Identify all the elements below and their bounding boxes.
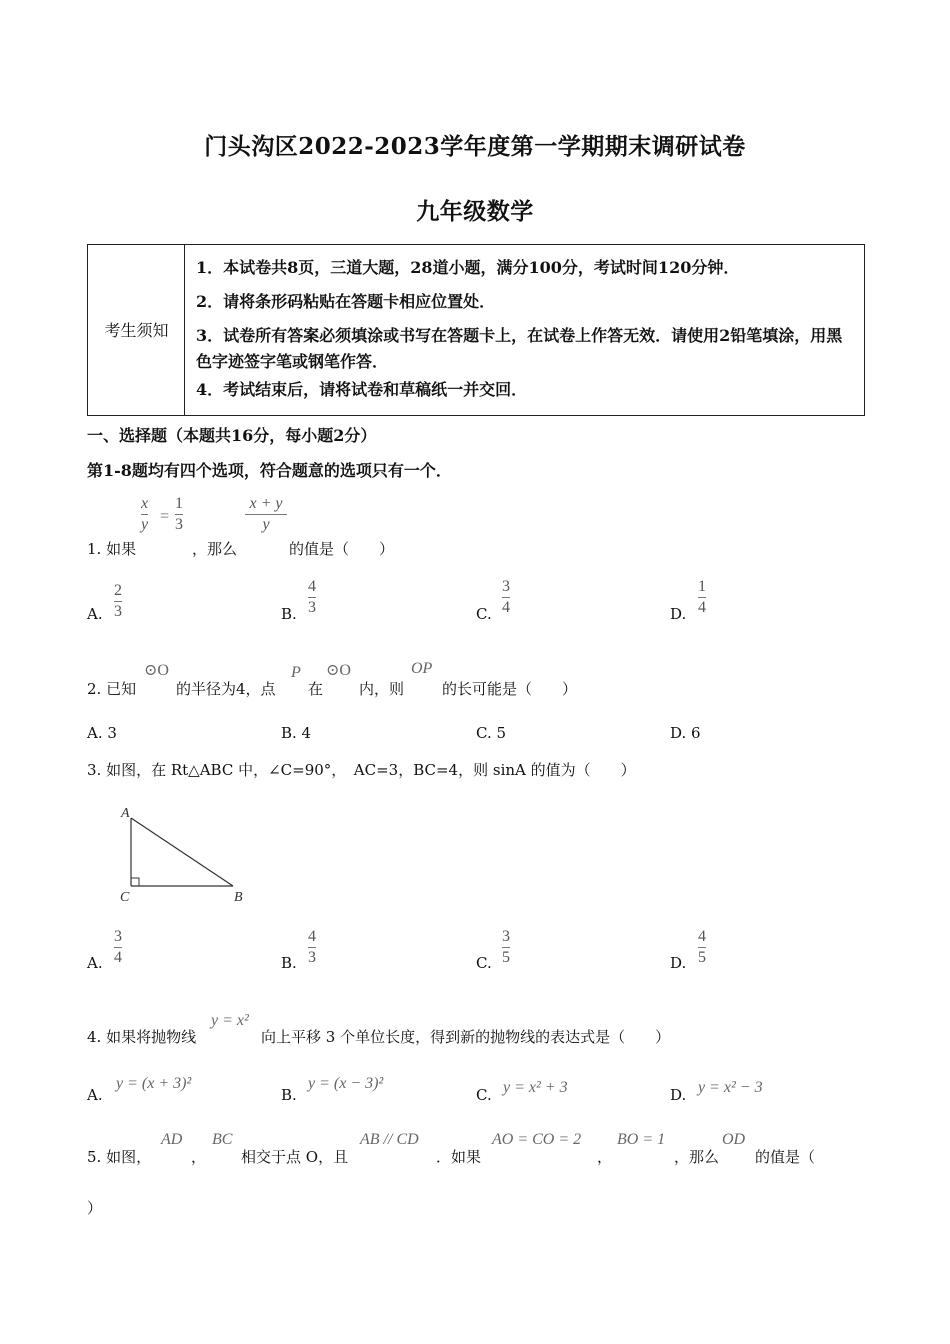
q5-math-bo: BO = 1: [617, 1131, 666, 1148]
q5-text-2: ，: [191, 1148, 207, 1166]
q1-option-a-den: 3: [114, 603, 122, 620]
q3-option-c-label: C.: [476, 954, 492, 972]
q3-label-c: C: [120, 890, 130, 905]
q3-option-d-label: D.: [670, 954, 687, 972]
q4-option-b-label: B.: [281, 1086, 297, 1104]
q1-option-c-label: C.: [476, 605, 492, 623]
q2-text-5: 的长可能是（ ）: [442, 680, 578, 698]
q3-option-a-label: A.: [87, 954, 103, 972]
q3-option-b-den: 3: [308, 949, 316, 966]
q5-text-5: ，: [597, 1148, 613, 1166]
q1-option-c-den: 4: [502, 599, 510, 616]
q2-option-b: B. 4: [281, 724, 312, 742]
q5-text-4: ．如果: [436, 1148, 482, 1166]
q1-option-d-num: 1: [698, 578, 706, 595]
q5-math-ao-co: AO = CO = 2: [492, 1131, 582, 1148]
q1-cond-lnum: x: [141, 495, 149, 512]
q2-option-c: C. 5: [476, 724, 507, 742]
q5-math-bc: BC: [212, 1131, 233, 1148]
q4-option-a-label: A.: [87, 1086, 103, 1104]
q1-option-a-fraction: [114, 582, 122, 621]
q4-option-d-label: D.: [670, 1086, 687, 1104]
q3-triangle-figure: [112, 798, 262, 908]
q1-option-b-label: B.: [281, 605, 297, 623]
q1-mid: ，那么: [192, 540, 238, 558]
notice-rule-1: 1．本试卷共8页，三道大题，28道小题，满分100分，考试时间120分钟．: [196, 258, 740, 277]
q3-option-a-den: 4: [114, 949, 122, 966]
q2-math-circle-o: ⊙O: [144, 662, 169, 679]
q3-label-b: B: [234, 890, 243, 905]
q3-option-c-den: 5: [502, 949, 510, 966]
q5-math-ad: AD: [161, 1131, 183, 1148]
q2-math-circle-o-2: ⊙O: [326, 662, 351, 679]
q4-text-2: 向上平移 3 个单位长度，得到新的抛物线的表达式是（ ）: [261, 1028, 671, 1046]
notice-rule-4: 4．考试结束后，请将试卷和草稿纸一并交回．: [196, 380, 528, 399]
q5-text-8: ）: [87, 1199, 103, 1217]
q3-option-d-fraction: [698, 928, 706, 967]
q1-option-d-label: D.: [670, 605, 687, 623]
q3-right-angle-mark: [131, 878, 139, 886]
q1-option-b-num: 4: [308, 578, 316, 595]
q1-prefix: 1. 如果: [87, 540, 137, 558]
q3-option-d-den: 5: [698, 949, 706, 966]
q4-text-1: 4. 如果将抛物线: [87, 1028, 197, 1046]
q3-option-d-num: 4: [698, 928, 706, 945]
q3-option-b-fraction: [308, 928, 316, 967]
q2-text-3: 在: [308, 680, 324, 698]
q2-option-d: D. 6: [670, 724, 701, 742]
notice-rules-cell: [88, 245, 864, 415]
q1-option-a-num: 2: [114, 582, 122, 599]
q1-option-d-den: 4: [698, 599, 706, 616]
q2-math-op: OP: [411, 660, 433, 677]
q5-text-6: ，那么: [674, 1148, 720, 1166]
q1-expr-num: x + y: [249, 495, 283, 512]
q2-text-2: 的半径为4，点: [176, 680, 276, 698]
q2-math-p: P: [291, 664, 301, 681]
exam-subtitle: 九年级数学: [416, 198, 534, 225]
notice-table: [87, 244, 865, 416]
q1-cond-equals: =: [160, 508, 170, 525]
q1-cond-right-fraction: [175, 495, 183, 534]
q3-option-b-label: B.: [281, 954, 297, 972]
q1-expr-den: y: [262, 516, 270, 533]
q4-math-parabola: y = x²: [211, 1012, 249, 1029]
q4-option-c-expr: y = x² + 3: [503, 1079, 568, 1096]
q1-option-b-den: 3: [308, 599, 316, 616]
q4-option-b-expr: y = (x − 3)²: [308, 1075, 384, 1092]
exam-title: 门头沟区2022-2023学年度第一学期期末调研试卷: [204, 133, 746, 160]
q3-option-c-fraction: [502, 928, 510, 967]
q3-option-c-num: 3: [502, 928, 510, 945]
q2-text-1: 2. 已知: [87, 680, 137, 698]
q3-label-a: A: [121, 806, 130, 821]
q1-option-b-fraction: [308, 578, 316, 617]
q1-option-a-label: A.: [87, 605, 103, 623]
q1-option-d-fraction: [698, 578, 706, 617]
q5-text-3: 相交于点 O，且: [241, 1148, 349, 1166]
q4-option-a-expr: y = (x + 3)²: [116, 1075, 192, 1092]
q1-option-c-fraction: [502, 578, 510, 617]
q3-text: 3. 如图，在 Rt△ABC 中，∠C=90°， AC=3，BC=4，则 sinA 的值为（ ）: [87, 761, 636, 779]
q3-side-ab: [131, 818, 233, 886]
section-heading: 一、选择题（本题共16分，每小题2分）: [87, 426, 377, 445]
q2-option-a: A. 3: [87, 724, 117, 742]
q3-option-a-fraction: [114, 928, 122, 967]
q5-math-od: OD: [722, 1131, 746, 1148]
q5-text-1: 5. 如图，: [87, 1148, 152, 1166]
q1-suffix: 的值是（ ）: [289, 540, 395, 558]
q2-text-4: 内，则: [359, 680, 405, 698]
q3-option-a-num: 3: [114, 928, 122, 945]
notice-rule-3: 3．试卷所有答案必须填涂或书写在答题卡上，在试卷上作答无效．请使用2铅笔填涂，用黑色字迹签字笔或钢笔作答．: [196, 326, 843, 371]
section-instruction: 第1-8题均有四个选项，符合题意的选项只有一个．: [87, 461, 452, 480]
q3-option-b-num: 4: [308, 928, 316, 945]
notice-rule-2: 2．请将条形码粘贴在答题卡相应位置处．: [196, 292, 496, 311]
q1-cond-rden: 3: [175, 516, 183, 533]
q1-expr-fraction: [245, 495, 287, 534]
q1-cond-left-fraction: [141, 495, 148, 534]
q1-cond-rnum: 1: [175, 495, 183, 512]
q5-text-7: 的值是（: [755, 1148, 816, 1166]
q1-cond-lden: y: [141, 516, 149, 533]
q4-option-d-expr: y = x² − 3: [698, 1079, 763, 1096]
q4-option-c-label: C.: [476, 1086, 492, 1104]
q5-math-parallel: AB // CD: [360, 1131, 419, 1148]
q1-option-c-num: 3: [502, 578, 510, 595]
notice-label: 考生须知: [104, 321, 169, 340]
